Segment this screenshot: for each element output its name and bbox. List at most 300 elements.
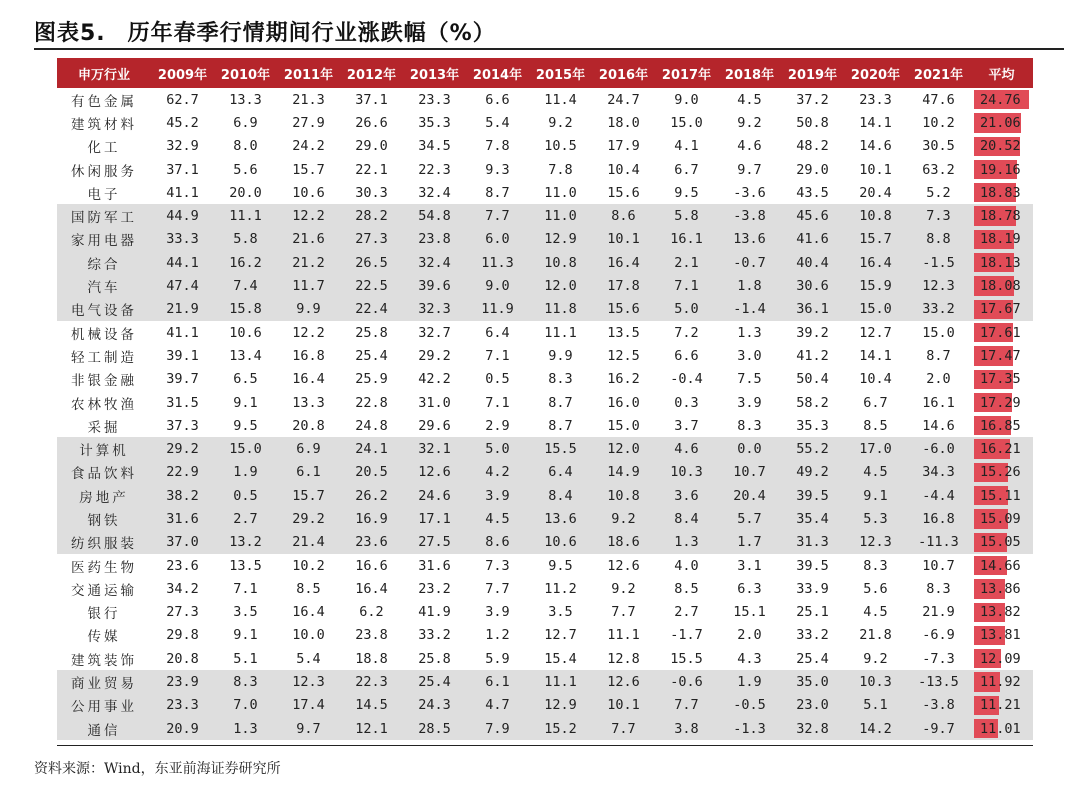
value-cell: 10.4 (607, 161, 640, 178)
average-cell (970, 577, 1033, 600)
value-cell: 9.5 (548, 557, 573, 574)
value-cell: 29.6 (418, 417, 451, 434)
value-cell: 6.6 (485, 91, 510, 108)
value-cell: 3.9 (485, 604, 510, 621)
average-cell (970, 647, 1033, 670)
industry-name-cell: 机械设备 (71, 326, 137, 343)
value-cell: 1.3 (737, 324, 762, 341)
value-cell: 41.1 (166, 184, 199, 201)
average-value: 18.08 (980, 278, 1021, 295)
value-cell: 15.8 (214, 298, 277, 321)
value-cell: 7.1 (485, 347, 510, 364)
value-cell: 5.6 (233, 161, 258, 178)
value-cell: 9.9 (548, 347, 573, 364)
value-cell: 8.3 (214, 670, 277, 693)
value-cell: 4.7 (466, 694, 529, 717)
average-value: 15.09 (980, 510, 1021, 527)
table-header-row (57, 58, 1033, 88)
value-cell: -13.5 (907, 670, 970, 693)
value-cell: 5.0 (655, 298, 718, 321)
value-cell: 11.7 (277, 274, 340, 297)
value-cell: 25.8 (355, 324, 388, 341)
average-cell (970, 228, 1033, 251)
value-cell: 18.8 (355, 650, 388, 667)
value-cell: 37.3 (166, 417, 199, 434)
value-cell: 13.3 (229, 91, 262, 108)
value-cell: 10.1 (592, 228, 655, 251)
value-cell: 9.2 (592, 507, 655, 530)
value-cell: 5.6 (863, 580, 888, 597)
value-cell: 9.1 (233, 394, 258, 411)
value-cell: 48.2 (796, 138, 829, 155)
value-cell: 4.5 (844, 461, 907, 484)
value-cell: 20.8 (166, 650, 199, 667)
value-cell: 45.6 (781, 204, 844, 227)
value-cell: 5.3 (844, 507, 907, 530)
value-cell: 28.2 (340, 204, 403, 227)
value-cell: 14.5 (340, 694, 403, 717)
average-value: 17.35 (980, 371, 1021, 388)
value-cell: 37.0 (151, 531, 214, 554)
value-cell: 24.7 (607, 91, 640, 108)
value-cell: -3.6 (733, 184, 766, 201)
industry-name-cell: 农林牧渔 (71, 396, 137, 413)
value-cell: 37.1 (166, 161, 199, 178)
value-cell: 4.5 (863, 604, 888, 621)
value-cell: 6.9 (233, 114, 258, 131)
value-cell: 13.5 (229, 557, 262, 574)
average-cell (970, 111, 1033, 134)
value-cell: 40.4 (781, 251, 844, 274)
value-cell: 6.5 (233, 371, 258, 388)
value-cell: 11.3 (466, 251, 529, 274)
table-row (57, 344, 1033, 367)
table-row (57, 717, 1033, 740)
value-cell: 16.4 (592, 251, 655, 274)
table-row (57, 670, 1033, 693)
value-cell: 1.3 (214, 717, 277, 740)
value-cell: 7.9 (466, 717, 529, 740)
value-cell: 6.7 (674, 161, 699, 178)
average-value: 13.82 (980, 604, 1021, 621)
value-cell: 22.9 (151, 461, 214, 484)
average-value: 16.21 (980, 441, 1021, 458)
value-cell: 6.4 (485, 324, 510, 341)
value-cell: 16.8 (907, 507, 970, 530)
value-cell: 10.2 (292, 557, 325, 574)
value-cell: 7.2 (674, 324, 699, 341)
value-cell: 3.5 (548, 604, 573, 621)
value-cell: 9.9 (277, 298, 340, 321)
value-cell: 12.3 (907, 274, 970, 297)
industry-name-cell: 通信 (57, 717, 151, 740)
value-cell: -4.4 (907, 484, 970, 507)
value-cell: 3.6 (655, 484, 718, 507)
value-cell: 8.3 (737, 417, 762, 434)
value-cell: 27.9 (292, 114, 325, 131)
value-cell: 15.7 (277, 484, 340, 507)
value-cell: 32.1 (403, 437, 466, 460)
column-header-year: 2013年 (403, 58, 466, 88)
value-cell: 17.0 (844, 437, 907, 460)
average-cell (970, 158, 1033, 181)
value-cell: 16.4 (292, 604, 325, 621)
value-cell: 0.5 (214, 484, 277, 507)
value-cell: 16.6 (355, 557, 388, 574)
value-cell: 23.8 (403, 228, 466, 251)
table-row (57, 368, 1033, 391)
value-cell: -1.5 (907, 251, 970, 274)
value-cell: 10.1 (859, 161, 892, 178)
value-cell: 11.1 (214, 204, 277, 227)
table-row (57, 601, 1033, 624)
value-cell: 12.8 (607, 650, 640, 667)
value-cell: 39.5 (796, 557, 829, 574)
value-cell: 16.0 (607, 394, 640, 411)
value-cell: 32.3 (403, 298, 466, 321)
value-cell: 39.6 (403, 274, 466, 297)
table-row (57, 647, 1033, 670)
value-cell: 17.9 (607, 138, 640, 155)
value-cell: 35.0 (781, 670, 844, 693)
value-cell: 22.1 (355, 161, 388, 178)
value-cell: 21.3 (292, 91, 325, 108)
value-cell: 3.9 (466, 484, 529, 507)
value-cell: 33.2 (418, 627, 451, 644)
value-cell: 16.2 (214, 251, 277, 274)
average-value: 18.13 (980, 254, 1021, 271)
value-cell: 24.1 (340, 437, 403, 460)
value-cell: -0.4 (670, 371, 703, 388)
value-cell: 20.8 (292, 417, 325, 434)
value-cell: 12.5 (607, 347, 640, 364)
value-cell: 27.3 (166, 604, 199, 621)
figure-title: 历年春季行情期间行业涨跌幅（%） (127, 21, 496, 46)
value-cell: 5.9 (485, 650, 510, 667)
industry-name-cell: 轻工制造 (71, 349, 137, 366)
industry-name-cell: 非银金融 (71, 373, 137, 390)
value-cell: 23.3 (418, 91, 451, 108)
average-value: 11.21 (980, 697, 1021, 714)
table-row (57, 437, 1033, 460)
value-cell: 1.8 (718, 274, 781, 297)
value-cell: 7.3 (907, 204, 970, 227)
value-cell: 4.6 (737, 138, 762, 155)
value-cell: 15.7 (292, 161, 325, 178)
value-cell: 17.1 (403, 507, 466, 530)
value-cell: 5.7 (718, 507, 781, 530)
industry-name-cell: 房地产 (57, 484, 151, 507)
value-cell: 54.8 (403, 204, 466, 227)
industry-name-cell: 钢铁 (57, 507, 151, 530)
value-cell: 8.0 (233, 138, 258, 155)
value-cell: 21.9 (922, 604, 955, 621)
average-value: 13.81 (980, 627, 1021, 644)
average-cell (970, 670, 1033, 693)
value-cell: 44.1 (151, 251, 214, 274)
value-cell: 47.6 (922, 91, 955, 108)
value-cell: 3.5 (233, 604, 258, 621)
average-value: 18.19 (980, 231, 1021, 248)
value-cell: 14.6 (859, 138, 892, 155)
value-cell: 5.2 (926, 184, 951, 201)
value-cell: 9.2 (863, 650, 888, 667)
value-cell: 12.6 (592, 670, 655, 693)
average-value: 11.92 (980, 674, 1021, 691)
value-cell: 9.1 (844, 484, 907, 507)
value-cell: 16.9 (340, 507, 403, 530)
value-cell: 10.6 (292, 184, 325, 201)
table-row (57, 414, 1033, 437)
value-cell: 9.7 (277, 717, 340, 740)
value-cell: 12.6 (403, 461, 466, 484)
value-cell: 29.0 (796, 161, 829, 178)
value-cell: 1.7 (718, 531, 781, 554)
value-cell: 15.0 (607, 417, 640, 434)
value-cell: 45.2 (166, 114, 199, 131)
value-cell: 4.1 (674, 138, 699, 155)
value-cell: 16.1 (655, 228, 718, 251)
value-cell: 5.4 (296, 650, 321, 667)
average-value: 18.83 (980, 184, 1021, 201)
value-cell: 22.4 (340, 298, 403, 321)
value-cell: 22.3 (340, 670, 403, 693)
table-row (57, 507, 1033, 530)
value-cell: 31.6 (151, 507, 214, 530)
average-cell (970, 694, 1033, 717)
value-cell: 8.3 (926, 580, 951, 597)
column-header-year: 2019年 (781, 58, 844, 88)
value-cell: 23.8 (355, 627, 388, 644)
industry-name-cell: 化工 (87, 140, 121, 157)
value-cell: 10.3 (844, 670, 907, 693)
value-cell: 18.6 (592, 531, 655, 554)
average-value: 11.01 (980, 720, 1021, 737)
average-cell (970, 251, 1033, 274)
value-cell: 14.2 (844, 717, 907, 740)
value-cell: 15.0 (922, 324, 955, 341)
value-cell: 34.2 (166, 580, 199, 597)
value-cell: 37.1 (355, 91, 388, 108)
value-cell: 5.8 (655, 204, 718, 227)
average-cell (970, 484, 1033, 507)
value-cell: 2.1 (655, 251, 718, 274)
value-cell: 0.0 (718, 437, 781, 460)
value-cell: 0.3 (674, 394, 699, 411)
value-cell: 11.4 (544, 91, 577, 108)
value-cell: 5.8 (214, 228, 277, 251)
value-cell: 25.4 (355, 347, 388, 364)
value-cell: 20.5 (340, 461, 403, 484)
industry-name-cell: 电子 (87, 186, 121, 203)
average-cell (970, 554, 1033, 577)
value-cell: 33.9 (796, 580, 829, 597)
column-header-year: 2020年 (844, 58, 907, 88)
value-cell: 16.2 (607, 371, 640, 388)
value-cell: 10.6 (529, 531, 592, 554)
average-cell (970, 461, 1033, 484)
value-cell: 3.0 (737, 347, 762, 364)
value-cell: 23.6 (340, 531, 403, 554)
average-value: 18.78 (980, 208, 1021, 225)
figure-number: 图表5. (34, 21, 106, 46)
value-cell: 41.1 (166, 324, 199, 341)
value-cell: 7.7 (485, 580, 510, 597)
industry-name-cell: 建筑装饰 (71, 652, 137, 669)
table-row (57, 484, 1033, 507)
value-cell: 4.3 (737, 650, 762, 667)
industry-name-cell: 纺织服装 (57, 531, 151, 554)
industry-name-cell: 汽车 (57, 274, 151, 297)
value-cell: 9.2 (611, 580, 636, 597)
table-container (57, 58, 1033, 740)
value-cell: 32.7 (418, 324, 451, 341)
value-cell: 5.4 (485, 114, 510, 131)
value-cell: 36.1 (781, 298, 844, 321)
value-cell: 35.3 (796, 417, 829, 434)
value-cell: 7.4 (214, 274, 277, 297)
table-row (57, 88, 1033, 111)
value-cell: 10.1 (592, 694, 655, 717)
value-cell: 13.6 (718, 228, 781, 251)
value-cell: 50.4 (796, 371, 829, 388)
value-cell: 11.1 (607, 627, 640, 644)
value-cell: 17.8 (592, 274, 655, 297)
value-cell: 15.4 (544, 650, 577, 667)
value-cell: 22.8 (355, 394, 388, 411)
value-cell: 26.5 (340, 251, 403, 274)
source-note: 资料来源：Wind，东亚前海证券研究所 (34, 761, 281, 777)
value-cell: 20.4 (859, 184, 892, 201)
value-cell: 10.2 (922, 114, 955, 131)
average-cell (970, 298, 1033, 321)
column-header-year: 2009年 (151, 58, 214, 88)
value-cell: 39.2 (796, 324, 829, 341)
value-cell: 25.4 (403, 670, 466, 693)
value-cell: 1.2 (485, 627, 510, 644)
average-cell (970, 321, 1033, 344)
value-cell: 15.6 (607, 184, 640, 201)
industry-name-cell: 交通运输 (71, 582, 137, 599)
value-cell: 11.8 (529, 298, 592, 321)
industry-name-cell: 有色金属 (71, 93, 137, 110)
value-cell: 33.2 (796, 627, 829, 644)
value-cell: 8.4 (655, 507, 718, 530)
value-cell: 41.2 (796, 347, 829, 364)
value-cell: 23.3 (859, 91, 892, 108)
value-cell: 6.1 (466, 670, 529, 693)
value-cell: 12.2 (277, 204, 340, 227)
value-cell: 29.2 (151, 437, 214, 460)
value-cell: 49.2 (781, 461, 844, 484)
average-cell (970, 717, 1033, 740)
value-cell: 12.1 (340, 717, 403, 740)
value-cell: 10.8 (844, 204, 907, 227)
value-cell: 2.7 (674, 604, 699, 621)
value-cell: 16.1 (922, 394, 955, 411)
average-value: 15.11 (980, 487, 1021, 504)
average-value: 20.52 (980, 138, 1021, 155)
value-cell: 9.5 (233, 417, 258, 434)
table-body (57, 88, 1033, 740)
value-cell: 24.2 (292, 138, 325, 155)
value-cell: 55.2 (781, 437, 844, 460)
value-cell: 23.6 (166, 557, 199, 574)
value-cell: 31.6 (418, 557, 451, 574)
table-row (57, 135, 1033, 158)
value-cell: 8.7 (926, 347, 951, 364)
industry-name-cell: 食品饮料 (57, 461, 151, 484)
industry-name-cell: 银行 (87, 606, 121, 623)
average-value: 19.16 (980, 161, 1021, 178)
table-row (57, 204, 1033, 227)
industry-name-cell: 计算机 (57, 437, 151, 460)
value-cell: 25.1 (796, 604, 829, 621)
value-cell: 7.8 (548, 161, 573, 178)
value-cell: 32.4 (418, 184, 451, 201)
value-cell: 23.9 (151, 670, 214, 693)
value-cell: 8.3 (863, 557, 888, 574)
value-cell: 63.2 (922, 161, 955, 178)
value-cell: 21.8 (859, 627, 892, 644)
table-row (57, 298, 1033, 321)
value-cell: 7.1 (485, 394, 510, 411)
column-header-year: 2014年 (466, 58, 529, 88)
value-cell: 14.6 (922, 417, 955, 434)
table-row (57, 228, 1033, 251)
value-cell: 62.7 (166, 91, 199, 108)
value-cell: -7.3 (922, 650, 955, 667)
value-cell: 11.0 (529, 204, 592, 227)
average-value: 15.05 (980, 534, 1021, 551)
value-cell: 12.2 (292, 324, 325, 341)
value-cell: 12.0 (529, 274, 592, 297)
value-cell: 7.1 (655, 274, 718, 297)
value-cell: 11.1 (529, 670, 592, 693)
value-cell: 8.5 (674, 580, 699, 597)
industry-name-cell: 国防军工 (57, 204, 151, 227)
column-header-year: 2011年 (277, 58, 340, 88)
value-cell: 6.2 (359, 604, 384, 621)
value-cell: 13.4 (229, 347, 262, 364)
value-cell: 20.4 (718, 484, 781, 507)
value-cell: 39.7 (166, 371, 199, 388)
value-cell: 9.5 (674, 184, 699, 201)
value-cell: 16.4 (844, 251, 907, 274)
value-cell: 30.3 (355, 184, 388, 201)
value-cell: 3.9 (737, 394, 762, 411)
value-cell: 7.7 (592, 717, 655, 740)
value-cell: -1.7 (670, 627, 703, 644)
value-cell: 9.0 (466, 274, 529, 297)
column-header-year: 2016年 (592, 58, 655, 88)
value-cell: 29.2 (277, 507, 340, 530)
average-cell (970, 531, 1033, 554)
column-header-year: 2015年 (529, 58, 592, 88)
average-value: 17.29 (980, 394, 1021, 411)
value-cell: 11.2 (544, 580, 577, 597)
value-cell: 31.0 (418, 394, 451, 411)
value-cell: 13.3 (292, 394, 325, 411)
average-value: 24.76 (980, 91, 1021, 108)
value-cell: 12.7 (544, 627, 577, 644)
average-cell (970, 135, 1033, 158)
value-cell: 6.1 (277, 461, 340, 484)
value-cell: 21.6 (277, 228, 340, 251)
value-cell: 39.5 (781, 484, 844, 507)
value-cell: 18.0 (607, 114, 640, 131)
value-cell: 22.5 (340, 274, 403, 297)
